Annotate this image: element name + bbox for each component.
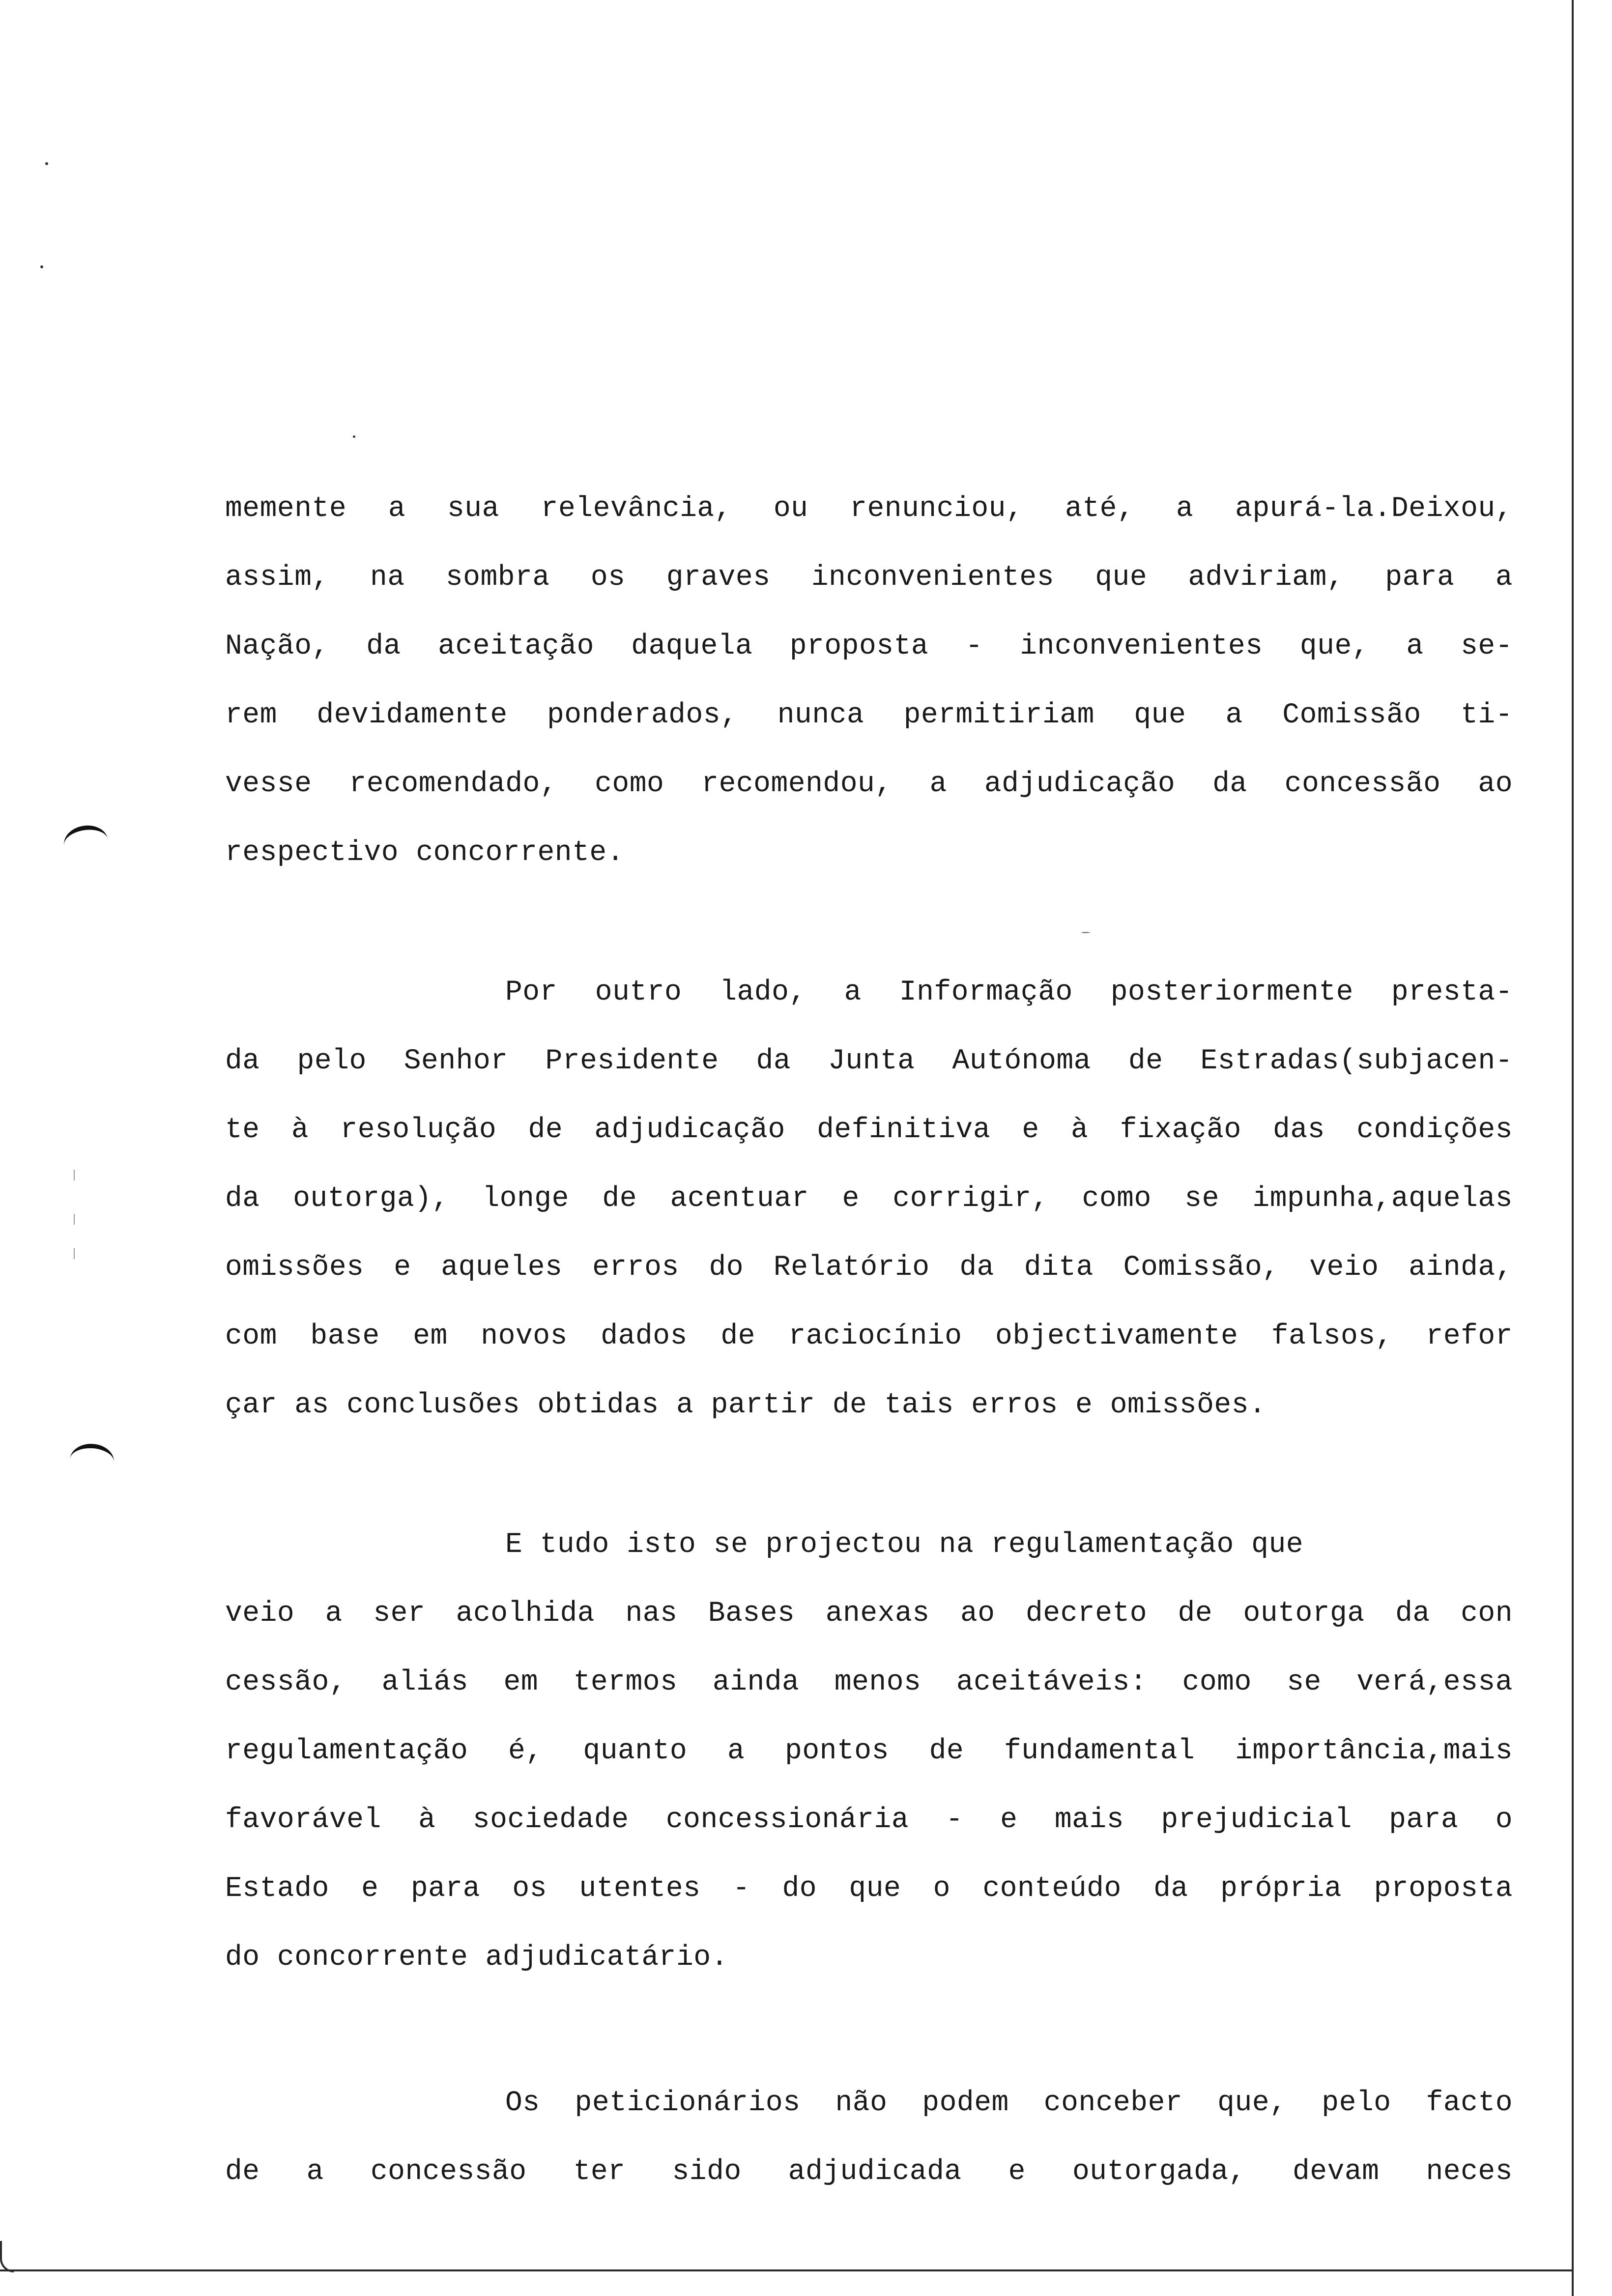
text-line: favorável à sociedade concessionária - e mais prejudicial para o [225, 1804, 1513, 1836]
text-line: respectivo concorrente. [225, 837, 625, 869]
text-line: memente a sua relevância, ou renunciou, até, a apurá-la.Deixou, [225, 493, 1513, 525]
text-line: te à resolução de adjudicação definitiva e à fixação das condições [225, 1114, 1513, 1146]
text-line: regulamentação é, quanto a pontos de fundamental importância,mais [225, 1735, 1513, 1767]
punch-hole-mark-bottom [69, 1442, 115, 1479]
paragraph-3 [225, 1511, 1513, 1992]
text-line: çar as conclusões obtidas a partir de tais erros e omissões. [225, 1389, 1267, 1421]
page-bottom-edge [0, 2269, 1573, 2271]
text-line: Nação, da aceitação daquela proposta - inconvenientes que, a se- [225, 631, 1513, 662]
page-right-edge [1572, 0, 1574, 2296]
scan-speck [45, 162, 48, 165]
paragraph-4 [225, 2069, 1513, 2207]
paragraph-2 [225, 958, 1513, 1440]
text-line: da outorga), longe de acentuar e corrigir, como se impunha,aquelas [225, 1183, 1513, 1215]
text-line: assim, na sombra os graves inconvenientes que adviriam, para a [225, 562, 1513, 594]
text-line: Estado e para os utentes - do que o conteúdo da própria proposta [225, 1873, 1513, 1905]
scan-speck [40, 265, 43, 268]
paragraph-1 [225, 475, 1513, 888]
scan-speck [1081, 932, 1090, 933]
page-corner-curl [0, 2241, 14, 2272]
scan-mark [74, 1248, 75, 1259]
text-line: cessão, aliás em termos ainda menos aceitáveis: como se verá,essa [225, 1666, 1513, 1698]
text-line: omissões e aqueles erros do Relatório da dita Comissão, veio ainda, [225, 1252, 1513, 1284]
text-line: E tudo isto se projectou na regulamentação que [505, 1529, 1304, 1561]
text-line: Por outro lado, a Informação posteriormente presta- [505, 976, 1513, 1008]
text-line: rem devidamente ponderados, nunca permitiriam que a Comissão ti- [225, 699, 1513, 731]
scan-speck [353, 435, 355, 438]
text-line: de a concessão ter sido adjudicada e outorgada, devam neces [225, 2156, 1513, 2188]
text-line: vesse recomendado, como recomendou, a adjudicação da concessão ao [225, 768, 1513, 800]
text-line: com base em novos dados de raciocínio objectivamente falsos, refor [225, 1320, 1513, 1352]
text-line: da pelo Senhor Presidente da Junta Autónoma de Estradas(subjacen- [225, 1045, 1513, 1077]
scan-mark [74, 1214, 75, 1225]
scan-mark [74, 1170, 75, 1180]
punch-hole-mark-top [62, 823, 111, 862]
text-line: do concorrente adjudicatário. [225, 1942, 728, 1974]
text-line: veio a ser acolhida nas Bases anexas ao decreto de outorga da con [225, 1598, 1513, 1630]
text-line: Os peticionários não podem conceber que, pelo facto [505, 2087, 1513, 2119]
